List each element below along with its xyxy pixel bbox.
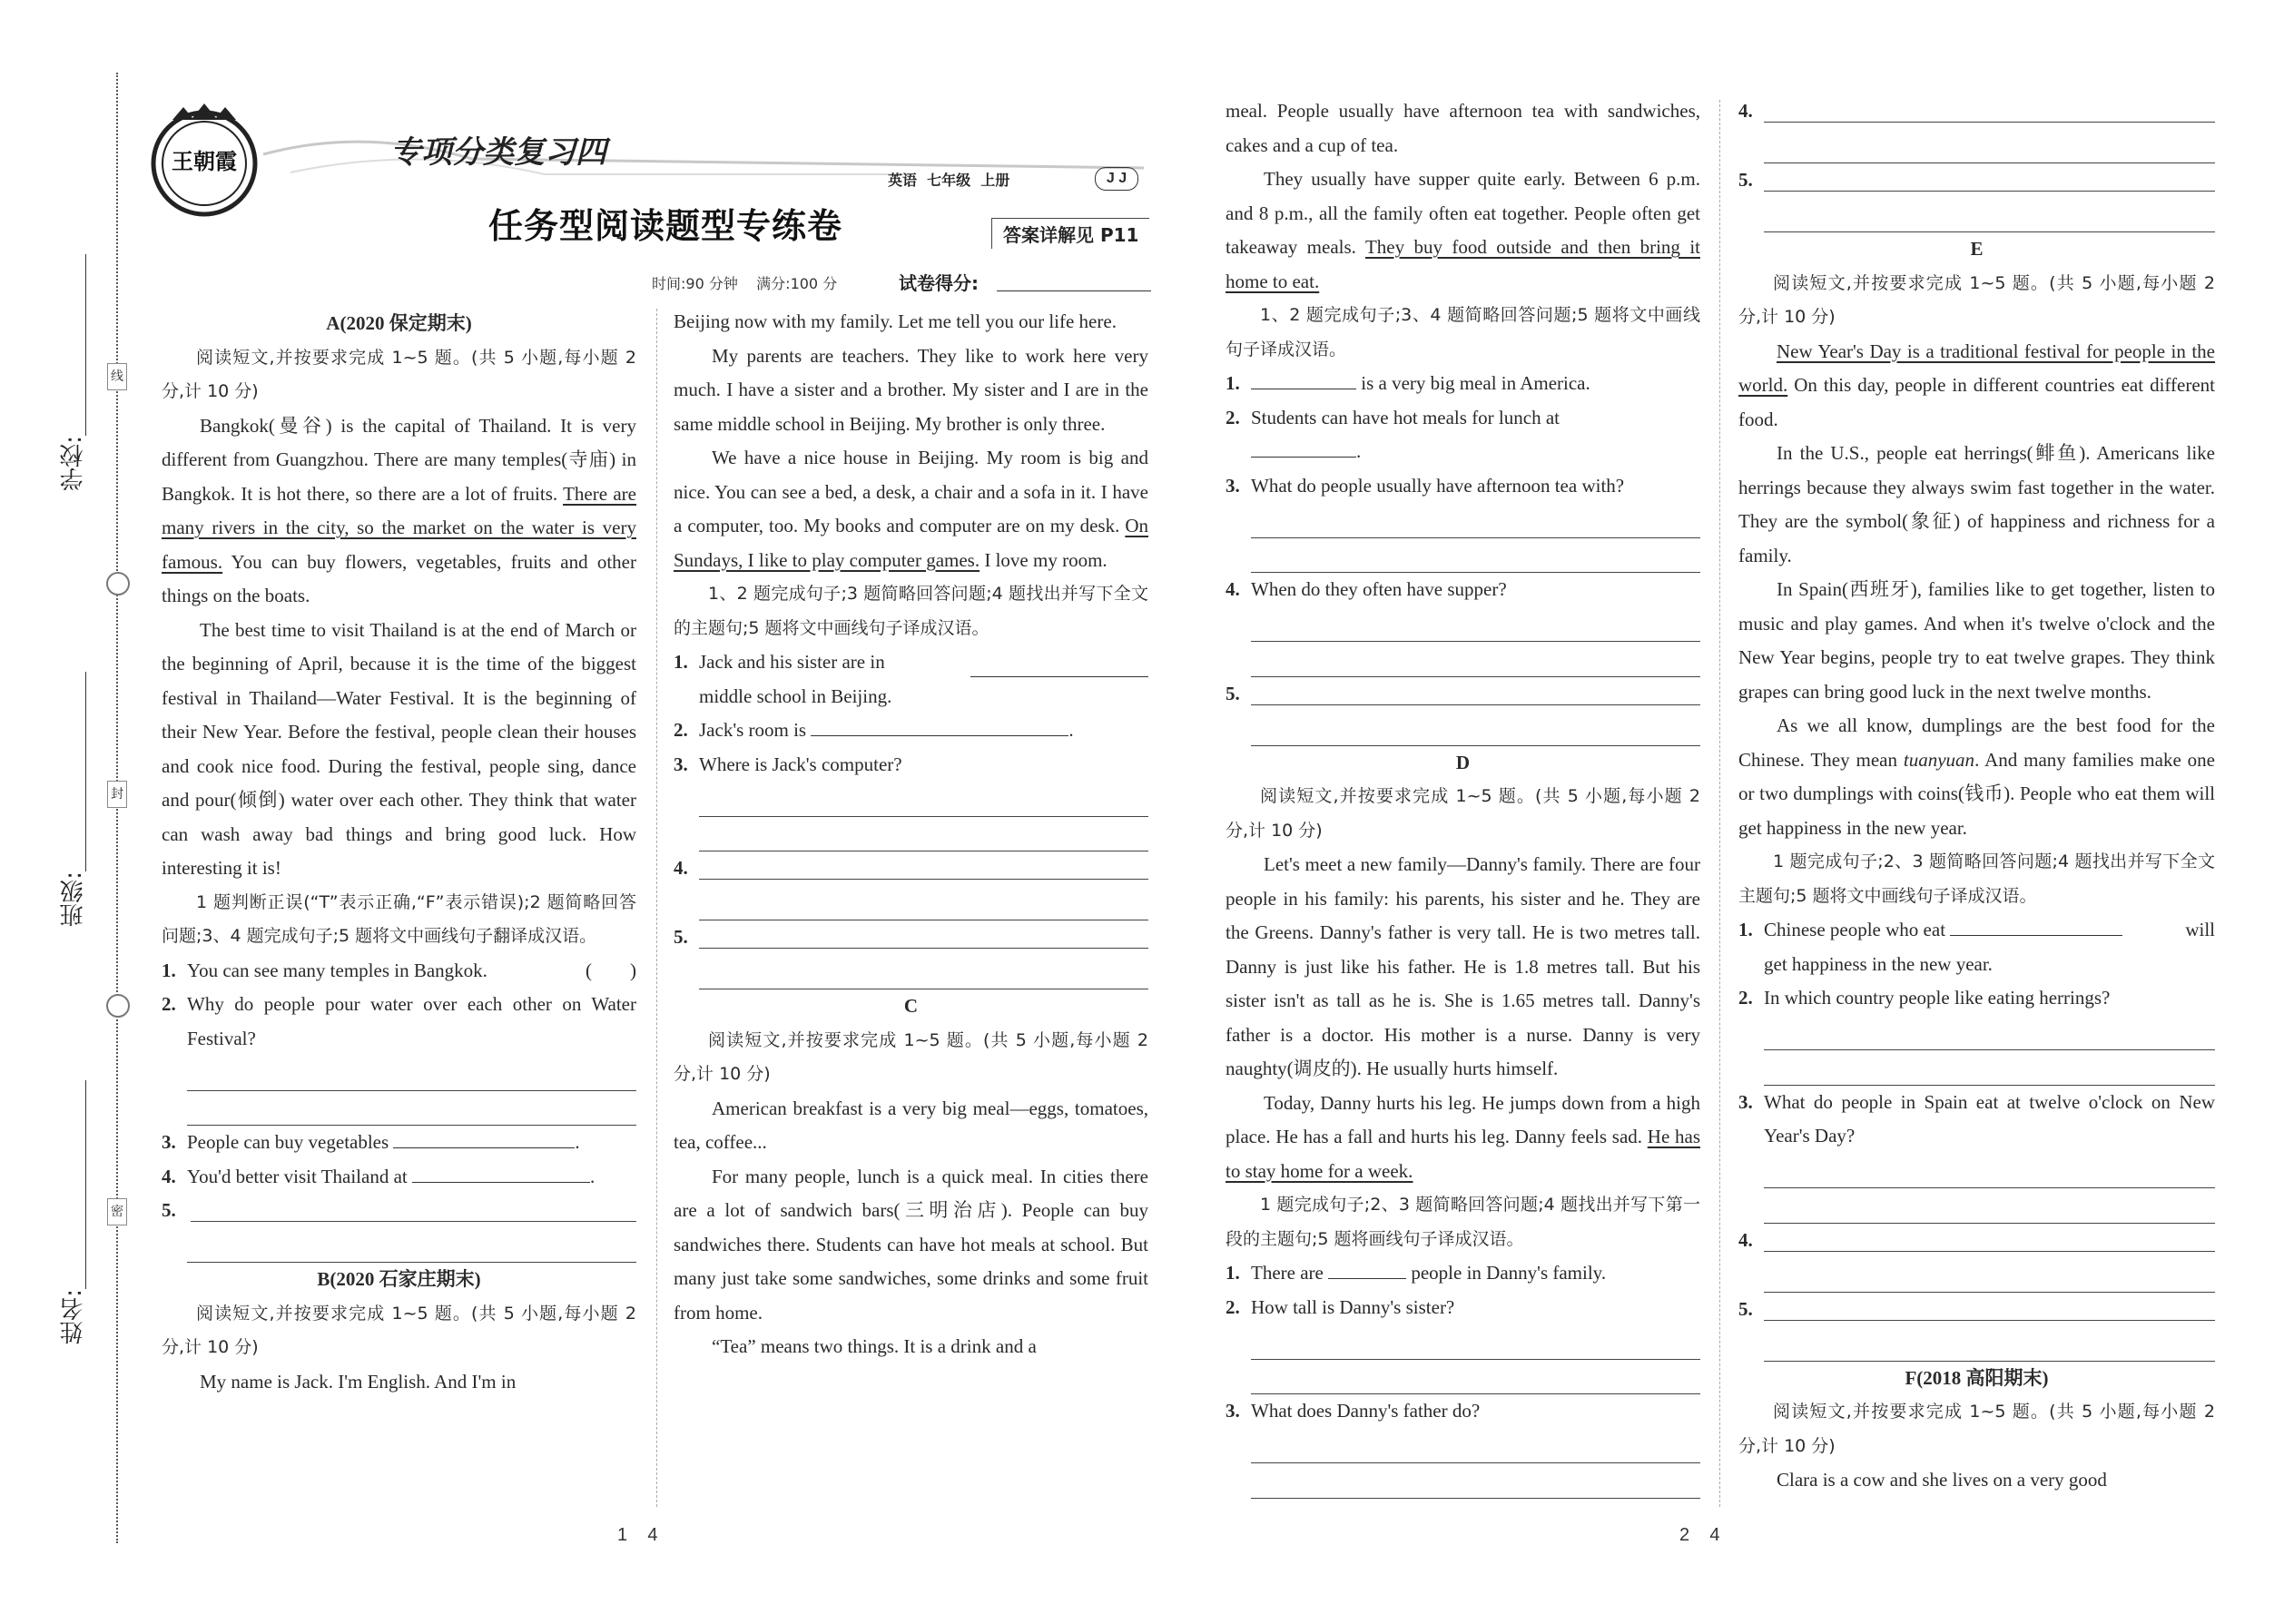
binding-mark-line: 线: [107, 363, 127, 390]
question-a5: 5.: [162, 1194, 636, 1228]
answer-lines[interactable]: [1226, 1324, 1700, 1394]
answer-lines[interactable]: [674, 955, 1148, 990]
answer-blank[interactable]: [393, 1129, 575, 1148]
section-e-paragraph: In the U.S., people eat herrings(鲱鱼). Americans like herrings because they always swim fast together in the water. They are the symbol(象征) of happiness and richness for a family.: [1738, 442, 2215, 566]
section-c-paragraph: They usually have supper quite early. Between 6 p.m. and 8 p.m., all the family often eat together. People often get takeaway meals. They buy food outside and then bring it home to eat.: [1226, 168, 1700, 292]
edition-badge: J J: [1095, 167, 1138, 191]
name-label: 姓名:: [60, 1289, 87, 1344]
binding-mark-seal: 封: [107, 781, 127, 808]
question-b1: 1. Jack and his sister are in middle school in Beijing.: [674, 645, 1148, 714]
column-1: [162, 307, 636, 1399]
answer-blank[interactable]: [1328, 1260, 1406, 1279]
section-d-instructions: 阅读短文,并按要求完成 1~5 题。(共 5 小题,每小题 2 分,计 10 分): [1226, 786, 1700, 841]
question-b2: 2. Jack's room is .: [674, 719, 1074, 741]
answer-lines[interactable]: [674, 782, 1148, 851]
answer-lines[interactable]: [1738, 198, 2215, 233]
answer-lines[interactable]: [162, 1056, 636, 1126]
section-f-paragraph: Clara is a cow and she lives on a very good: [1777, 1469, 2107, 1491]
answer-lines[interactable]: [1226, 607, 1700, 677]
answer-lines[interactable]: [1738, 1257, 2215, 1293]
question-d1: 1. There are people in Danny's family.: [1226, 1262, 1607, 1284]
answer-lines[interactable]: [1738, 1154, 2215, 1224]
question-c3: 3. What do people usually have afternoon tea with?: [1226, 474, 1625, 497]
section-d-paragraph: Today, Danny hurts his leg. He jumps down from a high place. He has a fall and hurts his leg. Danny feels sad. He has to stay home for a week.: [1226, 1091, 1700, 1182]
section-c-paragraph: “Tea” means two things. It is a drink and a: [712, 1335, 1037, 1357]
name-field[interactable]: [85, 1080, 86, 1289]
underlined-sentence: New Year's Day is a traditional festival for people in the world.: [1738, 340, 2215, 396]
answer-lines[interactable]: [1738, 1016, 2215, 1086]
section-e-instructions: 阅读短文,并按要求完成 1~5 题。(共 5 小题,每小题 2 分,计 10 分): [1738, 272, 2215, 327]
section-f-instructions: 阅读短文,并按要求完成 1~5 题。(共 5 小题,每小题 2 分,计 10 分): [1738, 1402, 2215, 1456]
answer-lines[interactable]: [1226, 711, 1700, 746]
class-label: 班级:: [60, 871, 87, 927]
question-c5: 5.: [1226, 677, 1700, 712]
section-d-title: D: [1455, 751, 1471, 773]
underlined-sentence: On Sundays, I like to play computer games.: [674, 515, 1148, 571]
answer-paren[interactable]: ( ): [586, 959, 636, 981]
column-4: [1738, 94, 2215, 1498]
column-divider: [656, 309, 657, 1507]
question-b5: 5.: [674, 920, 1148, 955]
question-c2: 2. Students can have hot meals for lunch at .: [1226, 406, 1560, 462]
section-c-paragraph: American breakfast is a very big meal—eggs, tomatoes, tea, coffee...: [674, 1097, 1148, 1153]
question-d3: 3. What does Danny's father do?: [1226, 1400, 1481, 1422]
section-b-paragraph: Beijing now with my family. Let me tell you our life here.: [674, 310, 1117, 332]
section-b-paragraph: We have a nice house in Beijing. My room is big and nice. You can see a bed, a desk, a chair and a sofa in it. I have a computer, too. My books and computer are on my desk. On Sundays, I like to play computer games. I love my room.: [674, 447, 1148, 571]
binding-hole-icon: [106, 994, 130, 1018]
section-c-paragraph: meal. People usually have afternoon tea with sandwiches, cakes and a cup of tea.: [1226, 100, 1700, 156]
page-number-right: 2 4: [1679, 1525, 1720, 1545]
answer-lines[interactable]: [1226, 1429, 1700, 1499]
underlined-sentence: They buy food outside and then bring it home to eat.: [1226, 236, 1700, 292]
section-a-paragraph: The best time to visit Thailand is at the end of March or the beginning of April, because it is the time of the biggest festival in Thailand—Water Festival. It is the beginning of their New Year. Before the festival, people clean their houses and cook nice food. During the festival, people sing, dance and pour(倾倒) water over each other. They think that water can wash away bad things and bring good luck. How interesting it is!: [162, 618, 636, 879]
question-e1: 1. Chinese people who eat will get happiness in the new year.: [1738, 919, 2215, 975]
question-e3: 3. What do people in Spain eat at twelve o'clock on New Year's Day?: [1738, 1090, 2215, 1147]
answer-blank[interactable]: [811, 717, 1068, 736]
school-field[interactable]: [85, 254, 86, 436]
question-d2: 2. How tall is Danny's sister?: [1226, 1295, 1455, 1318]
question-a4: 4. You'd better visit Thailand at .: [162, 1165, 596, 1187]
column-3: [1226, 94, 1700, 1499]
underlined-sentence: He has to stay home for a week.: [1226, 1126, 1700, 1182]
exam-time: 时间:90 分钟 满分:100 分: [652, 275, 838, 292]
answer-lines[interactable]: [1738, 1326, 2215, 1362]
section-b-paragraph: My parents are teachers. They like to work here very much. I have a sister and a brother. My sister and I are in the same middle school in Beijing. My brother is only three.: [674, 344, 1148, 435]
section-e-task: 1 题完成句子;2、3 题简略回答问题;4 题找出并写下全文主题句;5 题将文中画线句子译成汉语。: [1738, 851, 2215, 906]
brand-logo: [145, 100, 263, 218]
section-f-title: F(2018 高阳期末): [1905, 1366, 2049, 1389]
section-c-title: C: [903, 995, 919, 1017]
underlined-sentence: There are many rivers in the city, so the market on the water is very famous.: [162, 482, 636, 573]
brand-name: 王朝霞: [172, 148, 237, 174]
question-a3: 3. People can buy vegetables .: [162, 1131, 580, 1153]
section-e-paragraph: As we all know, dumplings are the best food for the Chinese. They mean tuanyuan. And many families make one or two dumplings with coins(钱币). People who eat them will get happiness in the new year.: [1738, 714, 2215, 839]
answer-lines[interactable]: [1738, 129, 2215, 164]
answer-blank[interactable]: [1251, 438, 1356, 458]
answer-lines[interactable]: [162, 1228, 636, 1264]
question-e4: 4.: [1738, 1224, 2215, 1258]
answer-lines[interactable]: [1226, 503, 1700, 573]
question-c1: 1. is a very big meal in America.: [1226, 372, 1590, 394]
question-c4: 4. When do they often have supper?: [1226, 578, 1507, 600]
question-d4: 4.: [1738, 94, 2215, 129]
section-b-instructions: 阅读短文,并按要求完成 1~5 题。(共 5 小题,每小题 2 分,计 10 分): [162, 1303, 636, 1357]
section-b-paragraph: My name is Jack. I'm English. And I'm in: [200, 1370, 517, 1393]
question-e2: 2. In which country people like eating herrings?: [1738, 987, 2111, 1009]
section-b-task: 1、2 题完成句子;3 题简略回答问题;4 题找出并写下全文的主题句;5 题将文中画线句子译成汉语。: [674, 584, 1148, 638]
main-title: 任务型阅读题型专练卷: [488, 205, 843, 246]
section-a-instructions: 阅读短文,并按要求完成 1~5 题。(共 5 小题,每小题 2 分,计 10 分): [162, 347, 636, 401]
section-e-paragraph: In Spain(西班牙), families like to get together, listen to music and play games. And when it's twelve o'clock and the New Year begins, people try to eat twelve grapes. They think grapes can bring good luck in the next twelve months.: [1738, 578, 2215, 703]
question-e5: 5.: [1738, 1293, 2215, 1327]
section-e-paragraph: New Year's Day is a traditional festival for people in the world. On this day, people in different countries eat different food.: [1738, 340, 2215, 430]
section-c-paragraph: For many people, lunch is a quick meal. In cities there are a lot of sandwich bars(三明治店). People can buy sandwiches there. Students can have hot meals at school. But many just take some sandwiches, some drinks and some fruit from home.: [674, 1165, 1148, 1324]
page-number-left: 1 4: [617, 1525, 658, 1545]
binding-line: [116, 73, 118, 1543]
score-label: 试卷得分:: [899, 272, 979, 294]
subject-badge: 英语 七年级 上册: [888, 172, 1010, 189]
binding-mark-secret: 密: [107, 1198, 127, 1225]
column-divider: [1719, 100, 1720, 1507]
score-field[interactable]: [997, 290, 1151, 291]
answer-blank[interactable]: [970, 658, 1148, 677]
section-b-title: B(2020 石家庄期末): [317, 1268, 481, 1290]
question-a1: 1. You can see many temples in Bangkok. ( ): [162, 954, 636, 989]
question-a2: 2. Why do people pour water over each other on Water Festival?: [162, 993, 636, 1049]
section-a-paragraph: Bangkok(曼谷) is the capital of Thailand. It is very different from Guangzhou. There are many temples(寺庙) in Bangkok. It is hot there, so there are a lot of fruits. There are many rivers in the city, so the market on the water is very famous. You can buy flowers, vegetables, fruits and other things on the boats.: [162, 414, 636, 606]
section-c-instructions: 阅读短文,并按要求完成 1~5 题。(共 5 小题,每小题 2 分,计 10 分): [674, 1029, 1148, 1084]
column-2: [674, 305, 1148, 1364]
answer-blank[interactable]: [1251, 370, 1356, 389]
section-c-task: 1、2 题完成句子;3、4 题简略回答问题;5 题将文中画线句子译成汉语。: [1226, 305, 1700, 359]
answer-lines[interactable]: [674, 886, 1148, 921]
section-e-title: E: [1970, 238, 1984, 260]
school-label: 学校:: [60, 436, 87, 491]
section-d-paragraph: Let's meet a new family—Danny's family. There are four people in his family: his parents, his sister and he. They are the Greens. Danny's father is very tall. He is two metres tall. Danny is just like his father. He is 1.8 metres tall. But his sister isn't as tall as he is. She is 1.65 metres tall. Danny's father is a doctor. His mother is a nurse. Danny is very naughty(调皮的). He usually hurts himself.: [1226, 853, 1700, 1079]
question-b3: 3. Where is Jack's computer?: [674, 753, 902, 775]
class-field[interactable]: [85, 672, 86, 871]
section-a-task: 1 题判断正误(“T”表示正确,“F”表示错误);2 题简略回答问题;3、4 题完成句子;5 题将文中画线句子翻译成汉语。: [162, 891, 636, 946]
question-b4: 4.: [674, 851, 1148, 886]
answer-blank[interactable]: [412, 1164, 590, 1183]
review-title: 专项分类复习四: [390, 134, 606, 171]
answer-ref: 答案详解见 P11: [991, 218, 1149, 249]
answer-blank[interactable]: [1950, 917, 2122, 936]
binding-hole-icon: [106, 572, 130, 595]
section-a-title: A(2020 保定期末): [326, 312, 472, 334]
section-d-task: 1 题完成句子;2、3 题简略回答问题;4 题找出并写下第一段的主题句;5 题将画线句子译成汉语。: [1226, 1195, 1700, 1249]
question-d5: 5.: [1738, 163, 2215, 198]
